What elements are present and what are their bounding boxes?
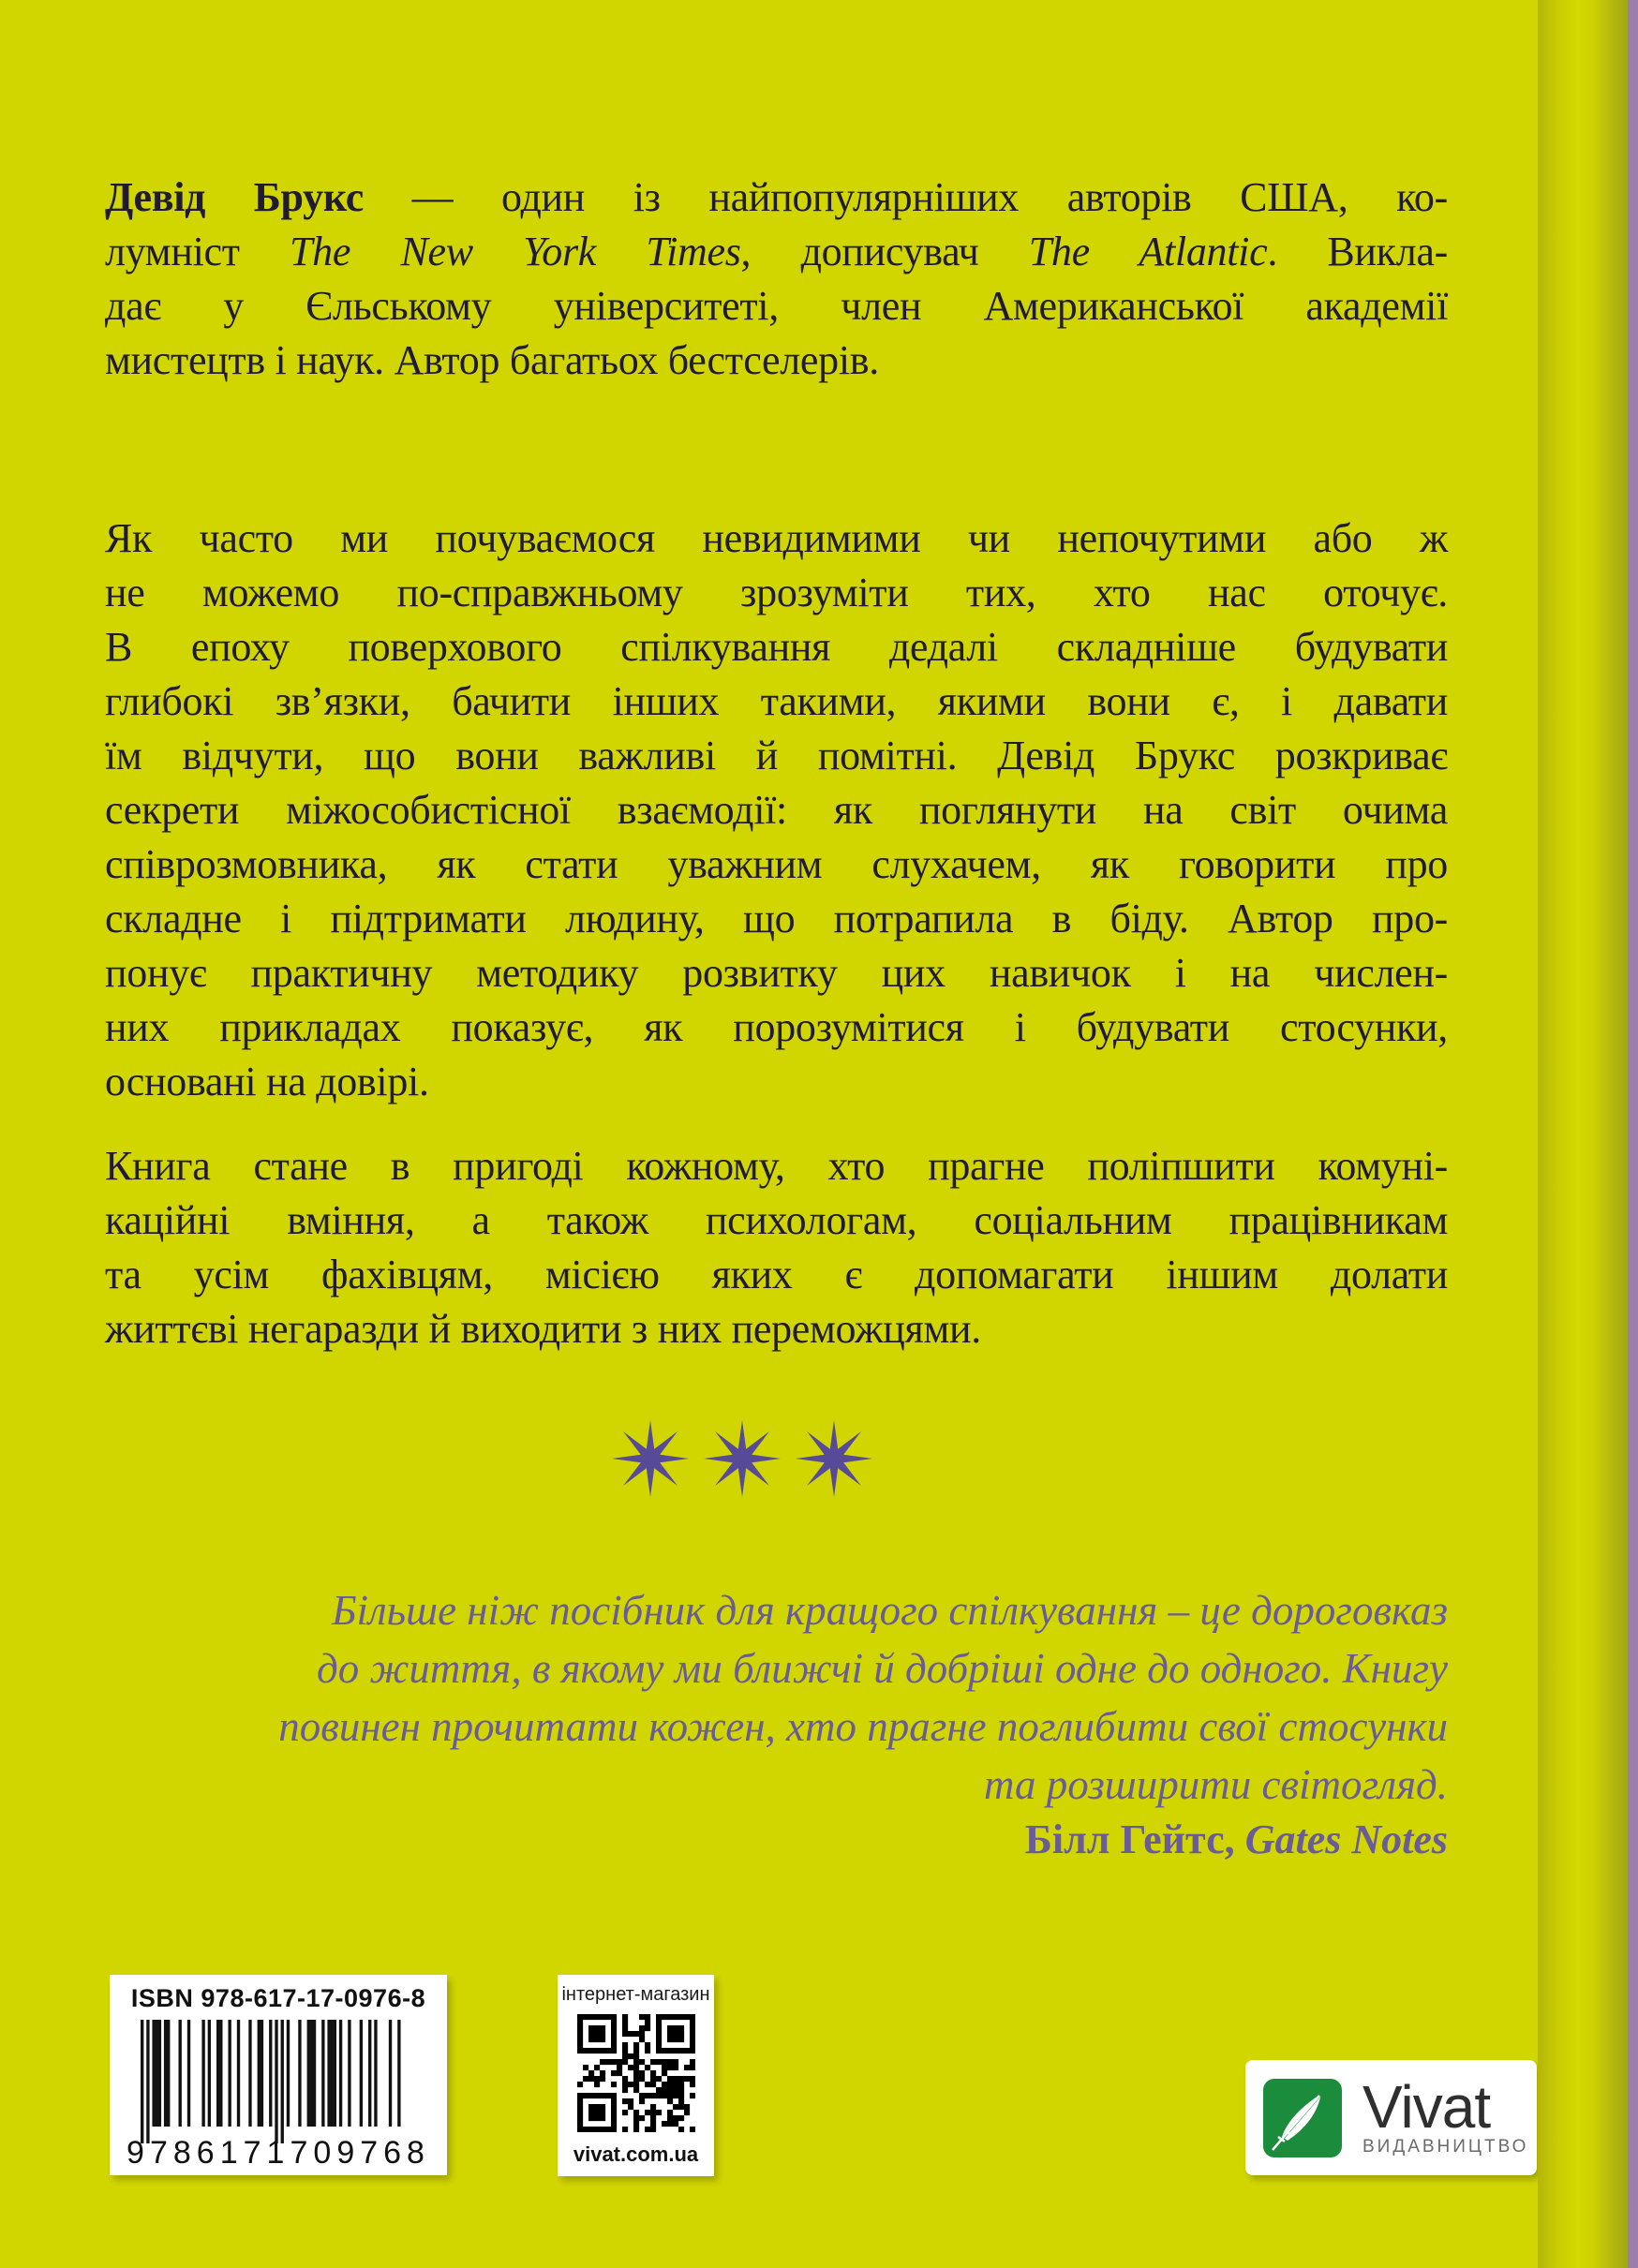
bio-line: лумніст The New York Times, дописувач The Atlantic. Викла- [105, 229, 1448, 274]
text-line: основані на довірі. [105, 1059, 429, 1104]
bio-line: дає у Єльському університеті, член Американської академії [105, 283, 1448, 329]
text-line: глибокі зв’язки, бачити інших такими, якими вони є, і давати [105, 678, 1448, 724]
text-line: Більше ніж посібник для кращого спілкування – це дороговказ [331, 1587, 1448, 1634]
publisher-name: Vivat [1363, 2072, 1491, 2141]
star-icon [704, 1420, 781, 1497]
text-line: до життя, в якому ми ближчі й добріші одне до одного. Книгу [317, 1645, 1448, 1692]
text-line: та усім фахівцям, місією яких є допомагати іншим долати [105, 1252, 1448, 1297]
author-bio-paragraph [105, 170, 1448, 388]
text-line: понує практичну методику розвитку цих навичок і на числен- [105, 950, 1448, 996]
text-line: них прикладах показує, як порозумітися і будувати стосунки, [105, 1004, 1448, 1050]
text-line: Книга стане в пригоді кожному, хто прагне поліпшити комуні- [105, 1143, 1448, 1189]
isbn-block [110, 1975, 447, 2175]
audience-paragraph [105, 1139, 1448, 1356]
publication-name: The Atlantic [1028, 229, 1268, 274]
text-line: секрети міжособистісної взаємодії: як поглянути на світ очима [105, 787, 1448, 833]
star-icon [796, 1420, 872, 1497]
qr-code [577, 2014, 695, 2132]
text-line: не можемо по-справжньому зрозуміти тих, хто нас оточує. [105, 570, 1448, 615]
bio-line: мистецтв і наук. Автор багатьох бестселерів. [105, 337, 879, 383]
isbn-label: ISBN 978-617-17-0976-8 [130, 1984, 426, 2012]
text-line: життєві негаразди й виходити з них переможцями. [105, 1306, 981, 1352]
text-line: каційні вміння, а також психологам, соціальним працівникам [105, 1197, 1448, 1243]
author-name: Девід Брукс [105, 174, 365, 220]
quote-attribution [105, 1816, 1448, 1863]
star-separator [105, 1420, 1379, 1497]
text-line: В епоху поверхового спілкування дедалі складніше будувати [105, 624, 1448, 670]
barcode [141, 2020, 418, 2143]
synopsis-paragraph [105, 511, 1448, 1109]
bio-line: Девід Брукс — один із найпопулярніших авторів США, ко- [105, 174, 1448, 220]
publisher-logo [1245, 2060, 1537, 2175]
text-line: складне і підтримати людину, що потрапила в біду. Автор про- [105, 896, 1448, 941]
text-line: співрозмовника, як стати уважним слухачем, як говорити про [105, 841, 1448, 887]
qr-title: інтернет-магазин [561, 1984, 710, 2005]
text-line: Як часто ми почуваємося невидимими чи непочутими або ж [105, 515, 1448, 561]
barcode-digits: 9 786171 709768 [127, 2135, 430, 2171]
star-icon [612, 1420, 689, 1497]
qr-url: vivat.com.ua [573, 2142, 699, 2166]
text-line: їм відчути, що вони важливі й помітні. Девід Брукс розкриває [105, 733, 1448, 778]
endorsement-source: Gates Notes [1244, 1816, 1448, 1862]
publication-name: The New York Times [290, 229, 741, 274]
vivat-feather-icon [1263, 2079, 1342, 2157]
qr-block [558, 1975, 714, 2176]
endorsement-quote [105, 1581, 1448, 1814]
endorser-name: Білл Гейтс, [1024, 1816, 1245, 1862]
text-line: та розширити світогляд. [984, 1761, 1448, 1808]
text-line: повинен прочитати кожен, хто прагне поглибити свої стосунки [278, 1703, 1448, 1750]
background-edge [1628, 0, 1638, 2268]
page-edge-shading [1538, 0, 1628, 2268]
publisher-subtitle: ВИДАВНИЦТВО [1363, 2136, 1529, 2157]
